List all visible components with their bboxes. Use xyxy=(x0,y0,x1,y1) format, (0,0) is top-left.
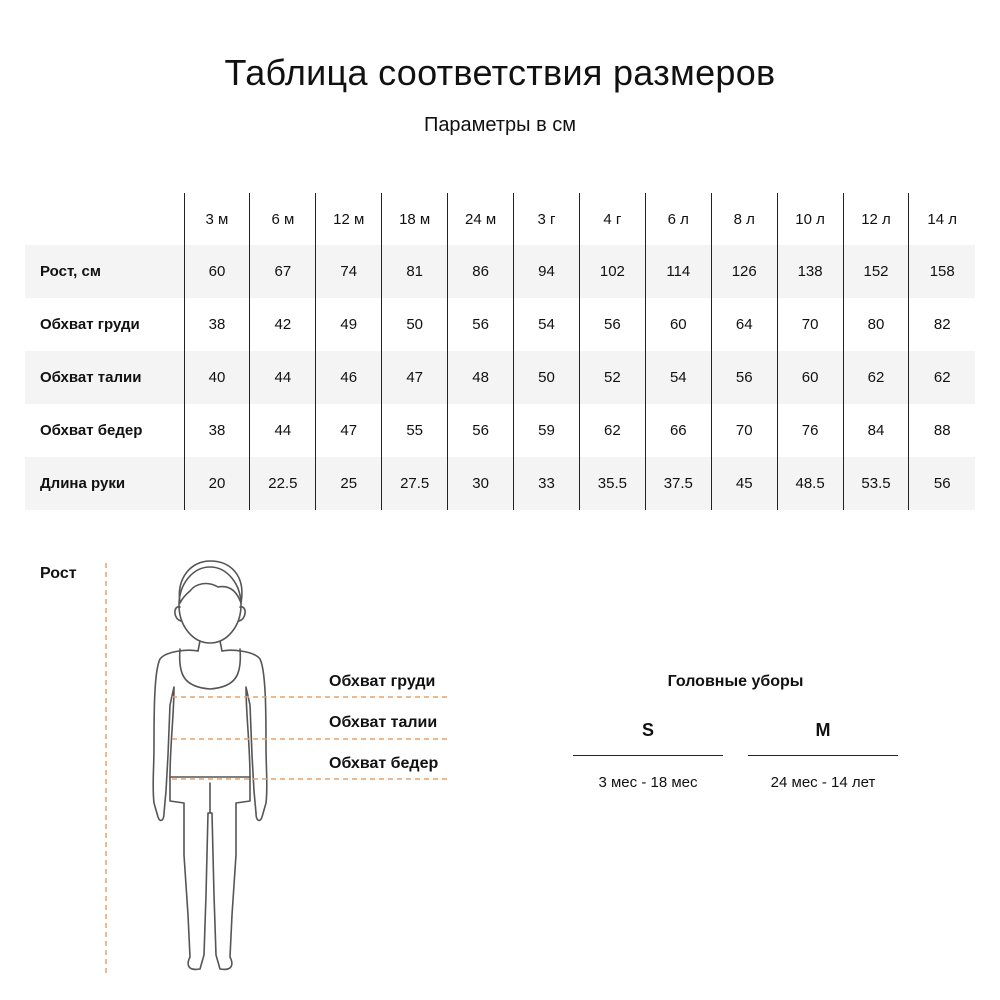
headwear-age-range: 3 мес - 18 мес xyxy=(598,774,698,791)
table-cell: 158 xyxy=(909,245,975,298)
chest-label: Обхват груди xyxy=(329,673,436,690)
table-cell: 44 xyxy=(250,351,316,404)
table-cell: 56 xyxy=(448,298,514,351)
table-cell: 53.5 xyxy=(843,457,909,510)
size-table xyxy=(25,193,975,510)
headwear-size-label: S xyxy=(573,718,723,756)
row-label: Обхват талии xyxy=(25,351,184,404)
table-cell: 22.5 xyxy=(250,457,316,510)
table-cell: 45 xyxy=(711,457,777,510)
column-header: 4 г xyxy=(579,193,645,245)
table-cell: 27.5 xyxy=(382,457,448,510)
table-row-arm xyxy=(25,457,975,510)
table-cell: 62 xyxy=(579,404,645,457)
table-cell: 62 xyxy=(843,351,909,404)
table-cell: 47 xyxy=(382,351,448,404)
headwear-title: Головные уборы xyxy=(667,673,804,690)
headwear-size-s xyxy=(573,718,723,791)
table-cell: 70 xyxy=(777,298,843,351)
table-cell: 37.5 xyxy=(645,457,711,510)
table-header-row xyxy=(25,193,975,245)
table-cell: 46 xyxy=(316,351,382,404)
column-header: 3 м xyxy=(184,193,250,245)
table-cell: 56 xyxy=(579,298,645,351)
column-header: 8 л xyxy=(711,193,777,245)
table-cell: 48.5 xyxy=(777,457,843,510)
table-cell: 94 xyxy=(514,245,580,298)
row-label: Обхват груди xyxy=(40,316,140,333)
table-cell: 76 xyxy=(777,404,843,457)
table-cell: 56 xyxy=(448,404,514,457)
row-label: Рост, см xyxy=(25,245,184,298)
row-label: Длина руки xyxy=(25,457,184,510)
table-cell: 70 xyxy=(711,404,777,457)
column-header: 10 л xyxy=(777,193,843,245)
table-row-chest xyxy=(25,298,975,351)
table-row-hips xyxy=(25,404,975,457)
table-cell: 35.5 xyxy=(579,457,645,510)
table-cell: 81 xyxy=(382,245,448,298)
table-corner xyxy=(25,193,184,245)
table-cell: 49 xyxy=(316,298,382,351)
table-cell: 126 xyxy=(711,245,777,298)
table-cell: 54 xyxy=(514,298,580,351)
page-subtitle: Параметры в см xyxy=(423,114,577,136)
table-cell: 56 xyxy=(711,351,777,404)
table-cell: 102 xyxy=(579,245,645,298)
table-cell: 60 xyxy=(645,298,711,351)
table-cell: 59 xyxy=(514,404,580,457)
table-cell: 52 xyxy=(579,351,645,404)
table-cell: 152 xyxy=(843,245,909,298)
table-cell: 42 xyxy=(250,298,316,351)
table-cell: 38 xyxy=(184,404,250,457)
table-cell: 54 xyxy=(645,351,711,404)
table-cell: 44 xyxy=(250,404,316,457)
table-cell: 66 xyxy=(645,404,711,457)
column-header: 3 г xyxy=(514,193,580,245)
table-cell: 114 xyxy=(645,245,711,298)
page-title: Таблица соответствия размеров xyxy=(224,52,776,93)
table-row-height xyxy=(25,245,975,298)
table-cell: 74 xyxy=(316,245,382,298)
waist-label: Обхват талии xyxy=(329,714,438,731)
table-cell: 80 xyxy=(843,298,909,351)
table-cell: 47 xyxy=(316,404,382,457)
figure-head xyxy=(179,567,241,643)
row-label: Обхват бедер xyxy=(40,422,143,439)
table-cell: 67 xyxy=(250,245,316,298)
column-header: 18 м xyxy=(382,193,448,245)
table-cell: 40 xyxy=(184,351,250,404)
table-cell: 62 xyxy=(909,351,975,404)
table-cell: 64 xyxy=(711,298,777,351)
table-cell: 86 xyxy=(448,245,514,298)
table-cell: 33 xyxy=(514,457,580,510)
headwear-age-range: 24 мес - 14 лет xyxy=(770,774,876,791)
column-header: 12 м xyxy=(316,193,382,245)
table-cell: 48 xyxy=(448,351,514,404)
table-row-waist xyxy=(25,351,975,404)
hips-label: Обхват бедер xyxy=(329,755,439,772)
table-cell: 84 xyxy=(843,404,909,457)
table-cell: 82 xyxy=(909,298,975,351)
column-header: 12 л xyxy=(843,193,909,245)
table-cell: 138 xyxy=(777,245,843,298)
headwear-size-label: M xyxy=(748,718,898,756)
column-header: 6 м xyxy=(250,193,316,245)
table-cell: 56 xyxy=(909,457,975,510)
column-header: 14 л xyxy=(909,193,975,245)
headwear-size-m xyxy=(748,718,898,791)
table-cell: 20 xyxy=(184,457,250,510)
table-cell: 38 xyxy=(184,298,250,351)
table-cell: 50 xyxy=(514,351,580,404)
table-cell: 60 xyxy=(777,351,843,404)
table-cell: 30 xyxy=(448,457,514,510)
column-header: 6 л xyxy=(645,193,711,245)
table-cell: 50 xyxy=(382,298,448,351)
column-header: 24 м xyxy=(448,193,514,245)
height-label: Рост xyxy=(40,565,77,582)
table-cell: 60 xyxy=(184,245,250,298)
table-cell: 88 xyxy=(909,404,975,457)
table-cell: 25 xyxy=(316,457,382,510)
table-cell: 55 xyxy=(382,404,448,457)
